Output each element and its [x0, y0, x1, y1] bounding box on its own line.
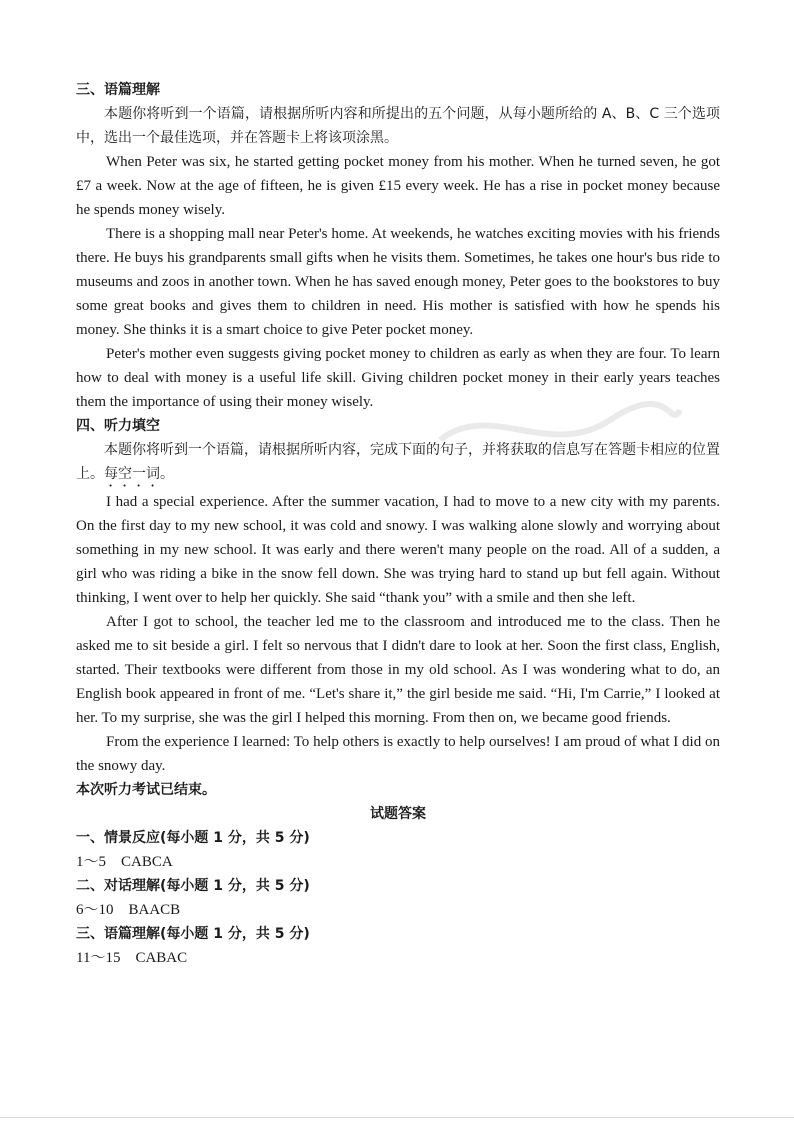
section-instruction-reading: 本题你将听到一个语篇，请根据所听内容和所提出的五个问题，从每小题所给的 A、B、C 三个选项中，选出一个最佳选项，并在答题卡上将该项涂黑。: [76, 106, 720, 146]
passage-paragraph: I had a special experience. After the summer vacation, I had to move to a new city with my parents. On the first day to my new school, it was cold and snowy. I was walking alone slowly and worrying about something in my new school. It was early and there weren't many people on the road. All of a sudden, a girl who was riding a bike in the snow fell down. She was trying hard to stand up but fell again. Without thinking, I went over to help her quickly. She said “thank you” with a smile and then she left.: [76, 494, 720, 606]
passage-paragraph: When Peter was six, he started getting pocket money from his mother. When he turned seven, he got £7 a week. Now at the age of fifteen, he is given £15 every week. He has a rise in pocket money because he spends money wisely.: [76, 154, 720, 218]
answer-group-heading: 二、对话理解(每小题 1 分，共 5 分): [76, 878, 310, 894]
answer-line: 11～15 CABAC: [76, 950, 188, 966]
answer-group-heading: 三、语篇理解(每小题 1 分，共 5 分): [76, 926, 310, 942]
bottom-divider: [0, 1117, 794, 1118]
instruction-main: 本题你将听到一个语篇，请根据所听内容，完成下面的句子，并将获取的信息写在答题卡相应的位置上。: [76, 442, 720, 482]
answer-line: 1～5 CABCA: [76, 854, 173, 870]
end-note: 本次听力考试已结束。: [76, 782, 216, 798]
section-heading-reading: 三、语篇理解: [76, 82, 160, 98]
answer-line: 6～10 BAACB: [76, 902, 181, 918]
section-instruction-fill: [76, 438, 720, 490]
instruction-end: 。: [160, 466, 174, 482]
passage-paragraph: There is a shopping mall near Peter's home. At weekends, he watches exciting movies with his friends there. He buys his grandparents small gifts when he visits them. Sometimes, he takes one hour's bus ride to museums and zoos in another town. When he has saved enough money, Peter goes to the bookstores to buy some great books and gives them to children in need. His mother is satisfied with how he spends his money. She thinks it is a smart choice to give Peter pocket money.: [76, 226, 720, 338]
passage-paragraph: After I got to school, the teacher led me to the classroom and introduced me to the class. Then he asked me to sit beside a girl. I felt so nervous that I didn't dare to look at her. Soon the first class, English, started. Their textbooks were different from those in my old school. As I was wondering what to do, an English book appeared in front of me. “Let's share it,” the girl beside me said. “Hi, I'm Carrie,” I looked at her. To my surprise, she was the girl I helped this morning. From then on, we became good friends.: [76, 614, 720, 726]
instruction-emphasis: 每空一词: [104, 466, 160, 482]
passage-paragraph: From the experience I learned: To help others is exactly to help ourselves! I am proud of what I did on the snowy day.: [76, 734, 720, 774]
passage-paragraph: Peter's mother even suggests giving pocket money to children as early as when they are four. To learn how to deal with money is a useful life skill. Giving children pocket money in their early years teaches them the importance of using their money wisely.: [76, 346, 720, 410]
answer-group-heading: 一、情景反应(每小题 1 分，共 5 分): [76, 830, 310, 846]
document-body: [76, 78, 720, 970]
answers-title: 试题答案: [370, 806, 426, 822]
section-heading-fill: 四、听力填空: [76, 418, 160, 434]
